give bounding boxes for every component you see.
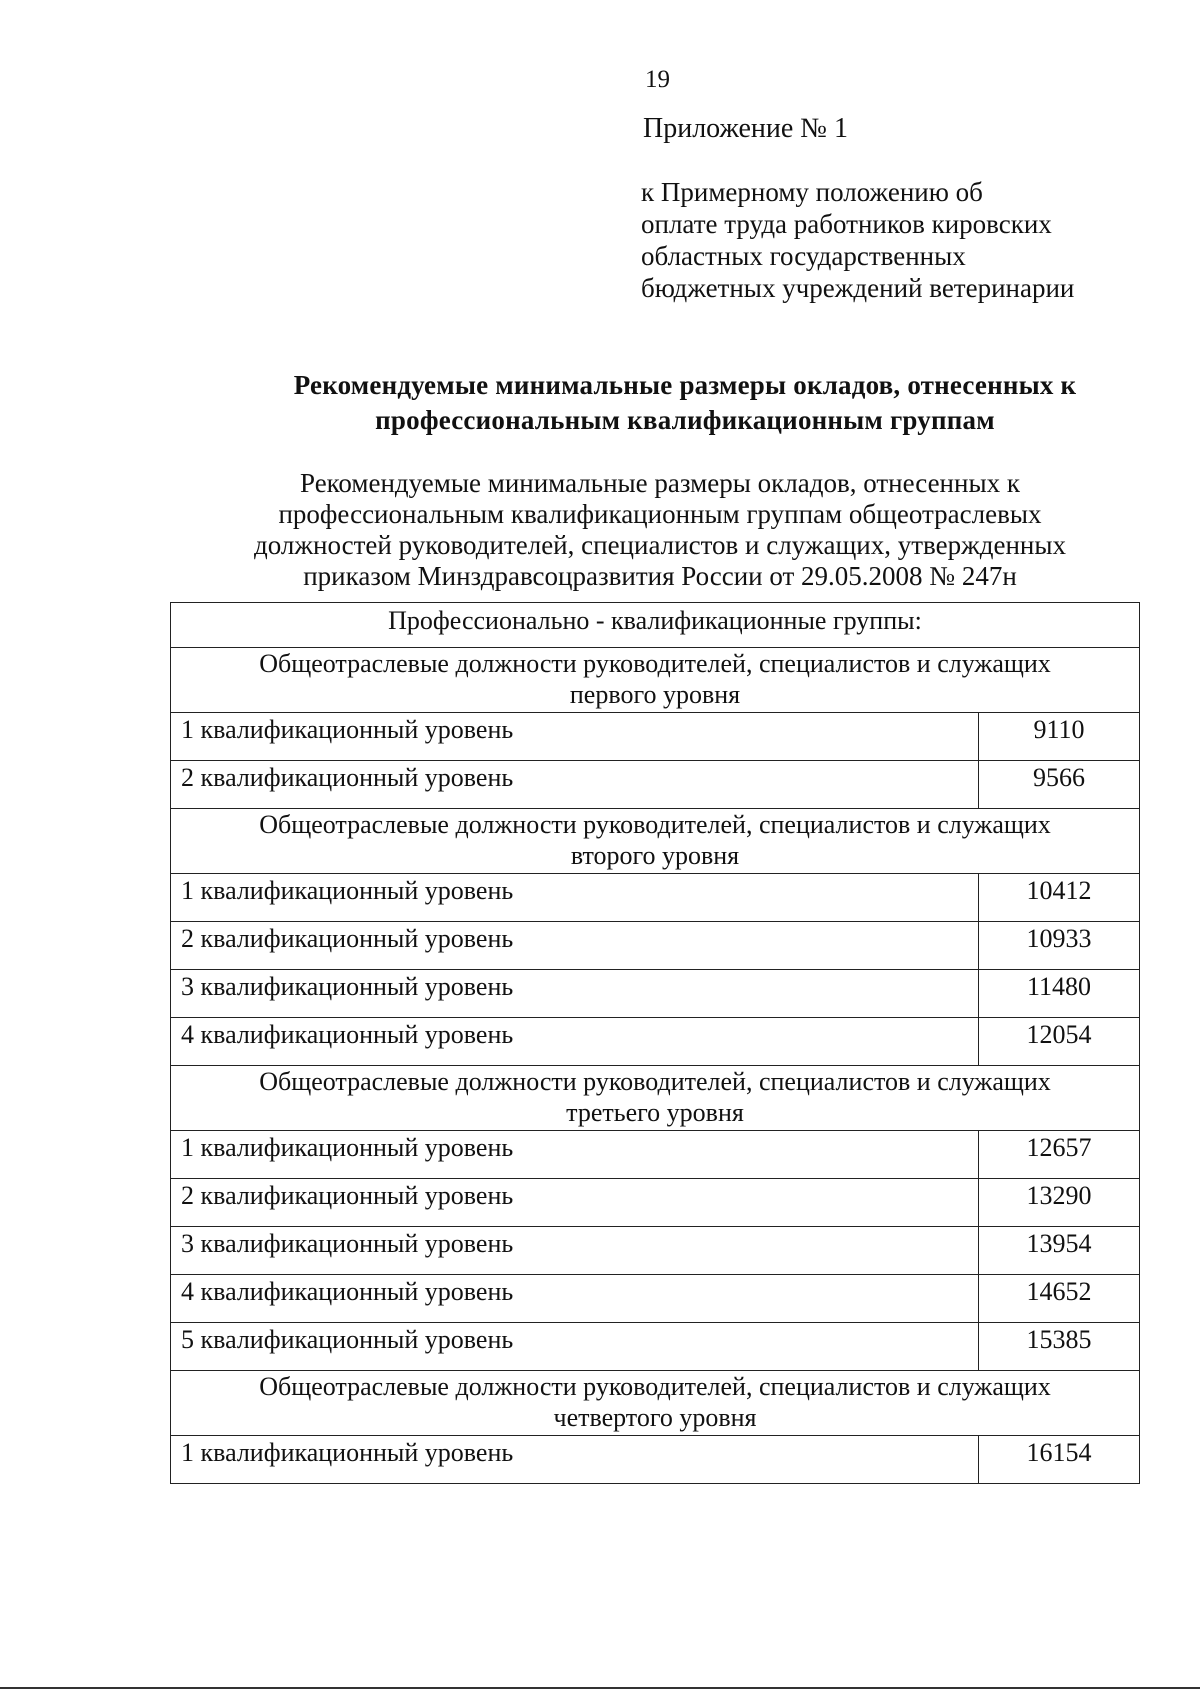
- level-value: 16154: [979, 1436, 1140, 1484]
- heading-line: профессиональным квалификационным группам: [375, 405, 995, 435]
- level-label: 1 квалификационный уровень: [171, 1131, 979, 1179]
- level-label: 2 квалификационный уровень: [171, 1179, 979, 1227]
- table-row: [171, 874, 1140, 922]
- group-title-cell: [171, 809, 1140, 874]
- level-label: 1 квалификационный уровень: [171, 1436, 979, 1484]
- level-value: 9110: [979, 713, 1140, 761]
- level-value: 13954: [979, 1227, 1140, 1275]
- group-title-cell: [171, 1371, 1140, 1436]
- document-subheading: [200, 468, 1120, 592]
- group-title-cell: [171, 648, 1140, 713]
- table-row: [171, 922, 1140, 970]
- level-value: 10933: [979, 922, 1140, 970]
- group-row: [171, 1066, 1140, 1131]
- group-title-line: первого уровня: [569, 680, 741, 709]
- heading-line: Рекомендуемые минимальные размеры окладов, отнесенных к: [293, 370, 1077, 400]
- level-value: 15385: [979, 1323, 1140, 1371]
- table-row: [171, 761, 1140, 809]
- level-label: 4 квалификационный уровень: [171, 1018, 979, 1066]
- appendix-title: Приложение № 1: [643, 113, 848, 144]
- subheading-line: должностей руководителей, специалистов и служащих, утвержденных: [253, 530, 1066, 560]
- level-label: 2 квалификационный уровень: [171, 922, 979, 970]
- level-label: 2 квалификационный уровень: [171, 761, 979, 809]
- table-row: [171, 1227, 1140, 1275]
- subheading-line: профессиональным квалификационным группам общеотраслевых: [278, 499, 1042, 529]
- level-value: 12657: [979, 1131, 1140, 1179]
- group-title-line: второго уровня: [570, 841, 740, 870]
- table-row: [171, 713, 1140, 761]
- group-title-cell: [171, 1066, 1140, 1131]
- table-row: [171, 1323, 1140, 1371]
- subheading-line: приказом Минздравсоцразвития России от 29.05.2008 № 247н: [303, 561, 1017, 591]
- appendix-reference-line: областных государственных: [641, 241, 966, 271]
- level-value: 10412: [979, 874, 1140, 922]
- group-title-line: Общеотраслевые должности руководителей, специалистов и служащих: [259, 1067, 1051, 1096]
- level-label: 5 квалификационный уровень: [171, 1323, 979, 1371]
- level-value: 14652: [979, 1275, 1140, 1323]
- group-title-line: Общеотраслевые должности руководителей, специалистов и служащих: [259, 649, 1051, 678]
- level-label: 3 квалификационный уровень: [171, 1227, 979, 1275]
- level-label: 1 квалификационный уровень: [171, 713, 979, 761]
- table-header-row: [171, 603, 1140, 648]
- group-title-line: четвертого уровня: [553, 1403, 757, 1432]
- group-title-line: Общеотраслевые должности руководителей, специалистов и служащих: [259, 810, 1051, 839]
- group-row: [171, 1371, 1140, 1436]
- level-label: 4 квалификационный уровень: [171, 1275, 979, 1323]
- table-row: [171, 1018, 1140, 1066]
- level-value: 11480: [979, 970, 1140, 1018]
- document-heading: [250, 368, 1120, 438]
- table-row: [171, 1436, 1140, 1484]
- level-value: 13290: [979, 1179, 1140, 1227]
- page-number: 19: [645, 66, 670, 93]
- level-label: 1 квалификационный уровень: [171, 874, 979, 922]
- appendix-reference: [641, 176, 1074, 304]
- group-row: [171, 809, 1140, 874]
- level-value: 12054: [979, 1018, 1140, 1066]
- page-bottom-rule: [0, 1687, 1200, 1689]
- table-row: [171, 970, 1140, 1018]
- appendix-reference-line: бюджетных учреждений ветеринарии: [641, 273, 1075, 303]
- salary-table: [170, 602, 1140, 1484]
- group-title-line: третьего уровня: [566, 1098, 744, 1127]
- table-row: [171, 1131, 1140, 1179]
- group-row: [171, 648, 1140, 713]
- appendix-reference-line: к Примерному положению об: [641, 177, 983, 207]
- appendix-reference-line: оплате труда работников кировских: [641, 209, 1052, 239]
- table-row: [171, 1179, 1140, 1227]
- table-header-cell: Профессионально - квалификационные группы:: [171, 603, 1140, 648]
- level-value: 9566: [979, 761, 1140, 809]
- table-row: [171, 1275, 1140, 1323]
- group-title-line: Общеотраслевые должности руководителей, специалистов и служащих: [259, 1372, 1051, 1401]
- subheading-line: Рекомендуемые минимальные размеры окладов, отнесенных к: [300, 468, 1020, 498]
- level-label: 3 квалификационный уровень: [171, 970, 979, 1018]
